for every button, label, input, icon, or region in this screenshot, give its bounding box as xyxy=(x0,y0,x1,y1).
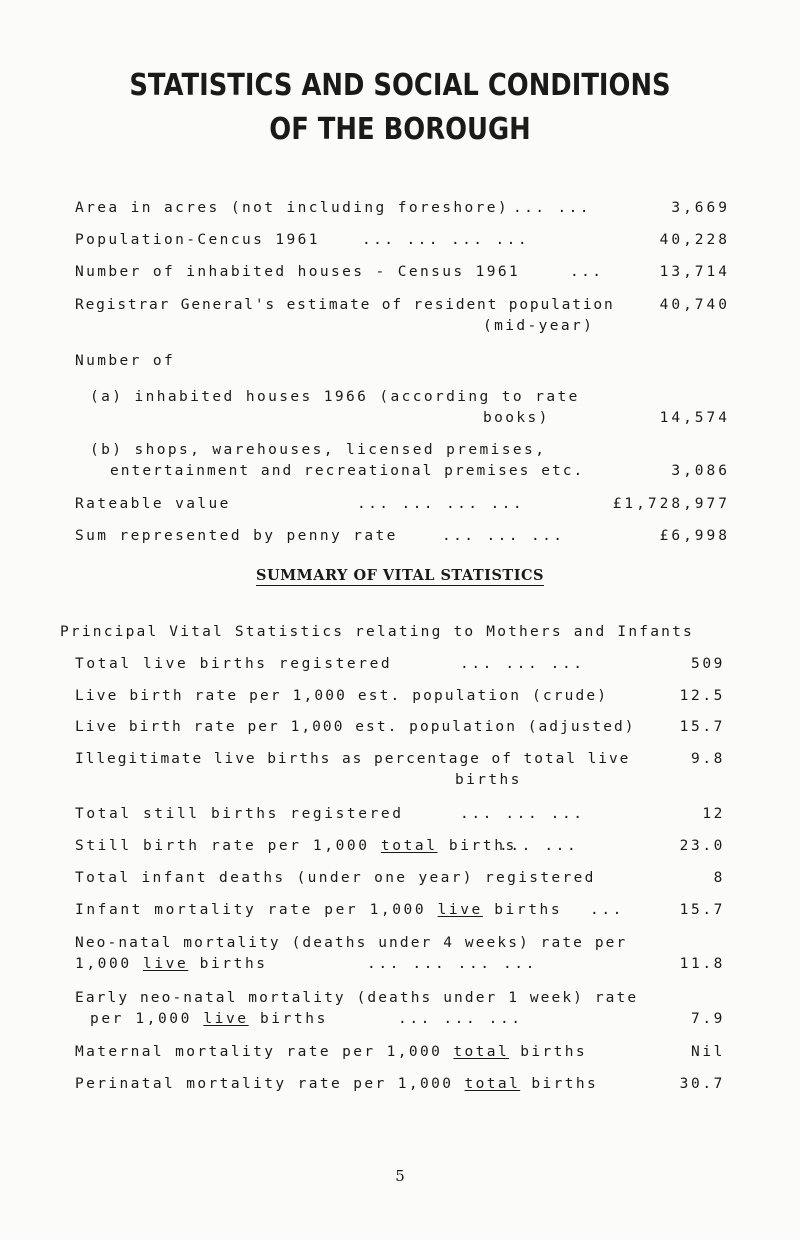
penny-rate-label: Sum represented by penny rate xyxy=(75,528,398,544)
vital-row-dots: ... ... xyxy=(499,838,579,854)
houses-1966-value: 14,574 xyxy=(659,410,730,426)
number-of-label: Number of xyxy=(75,353,176,369)
vital-row-label: Total still births registered xyxy=(75,806,404,822)
vital-row-label: Still birth rate per 1,000 total births xyxy=(75,838,517,854)
rateable-value-dots: ... ... ... ... xyxy=(357,496,524,512)
population-census-dots: ... ... ... ... xyxy=(362,232,529,248)
shops-note: entertainment and recreational premises etc. xyxy=(110,463,585,479)
shops-label: (b) shops, warehouses, licensed premises, xyxy=(90,442,547,458)
registrar-estimate-label: Registrar General's estimate of resident population xyxy=(75,297,615,313)
houses-1966-note: books) xyxy=(483,410,550,426)
vital-row-dots: ... ... ... xyxy=(398,1011,523,1027)
vital-row-label: Total infant deaths (under one year) registered xyxy=(75,870,596,886)
vital-row-value: 509 xyxy=(691,656,725,672)
summary-heading: SUMMARY OF VITAL STATISTICS xyxy=(255,567,545,584)
inhabited-houses-dots: ... xyxy=(570,264,604,280)
vital-row-value: 15.7 xyxy=(679,902,725,918)
vital-row-value: Nil xyxy=(691,1044,725,1060)
penny-rate-value: £6,998 xyxy=(659,528,730,544)
registrar-estimate-value: 40,740 xyxy=(659,297,730,313)
vital-row-dots: ... ... ... ... xyxy=(367,956,537,972)
rateable-value-label: Rateable value xyxy=(75,496,231,512)
vital-row-label: Live birth rate per 1,000 est. population (crude) xyxy=(75,688,609,704)
vital-row-value: 7.9 xyxy=(691,1011,725,1027)
vital-row-label: Live birth rate per 1,000 est. population (adjusted) xyxy=(75,719,636,735)
vital-row-label: Illegitimate live births as percentage of total live xyxy=(75,751,631,767)
page-number: 5 xyxy=(395,1167,405,1185)
vital-row-value: 9.8 xyxy=(691,751,725,767)
vital-row-label: Early neo-natal mortality (deaths under 1 week) rate xyxy=(75,990,639,1006)
vital-row-value: 11.8 xyxy=(679,956,725,972)
vital-row-value: 8 xyxy=(713,870,725,886)
area-label: Area in acres (not including foreshore) xyxy=(75,200,510,216)
population-census-label: Population-Cencus 1961 xyxy=(75,232,320,248)
inhabited-houses-value: 13,714 xyxy=(659,264,730,280)
page-subtitle: OF THE BOROUGH xyxy=(269,112,531,147)
vital-row-dots: ... xyxy=(590,902,624,918)
inhabited-houses-label: Number of inhabited houses - Census 1961 xyxy=(75,264,521,280)
vital-row-note: 1,000 live births xyxy=(75,956,268,972)
vital-row-label: Maternal mortality rate per 1,000 total births xyxy=(75,1044,587,1060)
houses-1966-label: (a) inhabited houses 1966 (according to rate xyxy=(90,389,580,405)
vital-row-dots: ... ... ... xyxy=(460,656,585,672)
vital-row-label: Neo-natal mortality (deaths under 4 weeks) rate per xyxy=(75,935,628,951)
vital-row-value: 12.5 xyxy=(679,688,725,704)
vital-row-value: 23.0 xyxy=(679,838,725,854)
vital-row-value: 12 xyxy=(702,806,725,822)
vital-row-value: 15.7 xyxy=(679,719,725,735)
penny-rate-dots: ... ... ... xyxy=(442,528,565,544)
area-dots: ... ... xyxy=(513,200,591,216)
page-title: STATISTICS AND SOCIAL CONDITIONS xyxy=(129,68,671,103)
population-census-value: 40,228 xyxy=(659,232,730,248)
vital-row-label: Total live births registered xyxy=(75,656,393,672)
vital-row-note: births xyxy=(455,772,522,788)
rateable-value-value: £1,728,977 xyxy=(612,496,730,512)
vital-row-note: per 1,000 live births xyxy=(90,1011,328,1027)
shops-value: 3,086 xyxy=(671,463,730,479)
registrar-estimate-note: (mid-year) xyxy=(483,318,595,334)
vital-row-label: Infant mortality rate per 1,000 live births xyxy=(75,902,563,918)
vital-row-value: 30.7 xyxy=(679,1076,725,1092)
vital-intro: Principal Vital Statistics relating to Mothers and Infants xyxy=(60,624,694,640)
vital-row-dots: ... ... ... xyxy=(460,806,585,822)
vital-row-label: Perinatal mortality rate per 1,000 total births xyxy=(75,1076,599,1092)
area-value: 3,669 xyxy=(671,200,730,216)
